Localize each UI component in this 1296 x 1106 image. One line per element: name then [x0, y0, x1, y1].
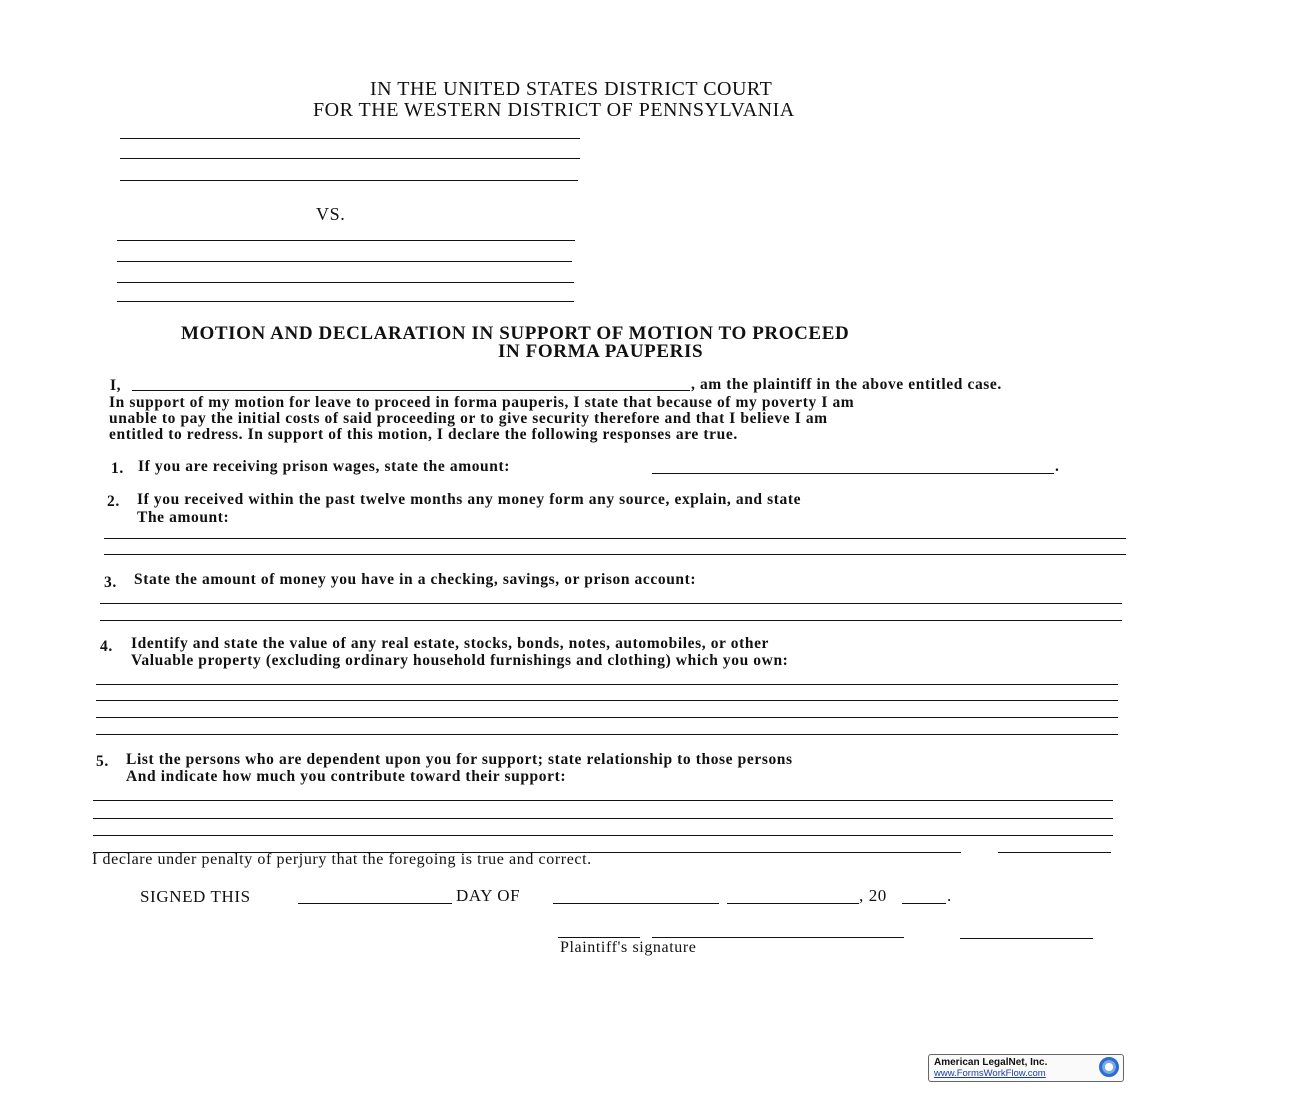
publisher-company: American LegalNet, Inc. [934, 1057, 1048, 1068]
court-name-line1: IN THE UNITED STATES DISTRICT COURT [370, 78, 773, 100]
year-prefix: , 20 [859, 886, 887, 905]
motion-title-line2: IN FORMA PAUPERIS [498, 341, 704, 362]
question-1-period: . [1055, 458, 1060, 475]
question-4-answer-line-4[interactable] [96, 734, 1118, 735]
question-2-answer-line-2[interactable] [104, 554, 1126, 555]
question-2-text-line2: The amount: [137, 509, 230, 526]
defendant-name-line-3[interactable] [117, 282, 574, 283]
question-4-answer-line-3[interactable] [96, 717, 1118, 718]
question-1-text: If you are receiving prison wages, state the amount: [138, 458, 511, 475]
defendant-name-line-1[interactable] [117, 240, 575, 241]
court-name-line2: FOR THE WESTERN DISTRICT OF PENNSYLVANIA [313, 99, 795, 121]
signed-month-field-2[interactable] [727, 903, 859, 904]
plaintiff-name-line-2[interactable] [120, 158, 580, 159]
signature-line-3[interactable] [960, 938, 1093, 939]
intro-line3: unable to pay the initial costs of said proceeding or to give security therefore and that I believe I am [109, 410, 828, 427]
question-5-number: 5. [96, 753, 109, 770]
question-1-answer-field[interactable] [652, 473, 1054, 474]
question-4-text-line1: Identify and state the value of any real estate, stocks, bonds, notes, automobiles, or other [131, 635, 770, 652]
question-3-answer-line-1[interactable] [100, 603, 1122, 604]
question-5-text-line1: List the persons who are dependent upon you for support; state relationship to those persons [126, 751, 793, 768]
defendant-name-line-4[interactable] [117, 301, 574, 302]
question-4-answer-line-1[interactable] [96, 684, 1118, 685]
day-of-label: DAY OF [456, 886, 521, 905]
signed-this-label: SIGNED THIS [140, 887, 251, 906]
question-5-answer-line-4b[interactable] [998, 852, 1111, 853]
question-5-text-line2: And indicate how much you contribute toward their support: [126, 768, 567, 785]
signed-month-field[interactable] [553, 903, 719, 904]
intro-line1-tail: , am the plaintiff in the above entitled case. [691, 376, 1002, 393]
declaration-text: I declare under penalty of perjury that the foregoing is true and correct. [92, 851, 592, 868]
question-4-text-line2: Valuable property (excluding ordinary household furnishings and clothing) which you own: [131, 652, 789, 669]
question-2-answer-line-1[interactable] [104, 538, 1126, 539]
plaintiff-name-field[interactable] [132, 390, 690, 391]
question-3-answer-line-2[interactable] [100, 620, 1122, 621]
question-4-number: 4. [100, 638, 113, 655]
plaintiff-signature-label: Plaintiff's signature [560, 939, 697, 956]
signature-line-1[interactable] [558, 937, 640, 938]
motion-title-line1: MOTION AND DECLARATION IN SUPPORT OF MOTION TO PROCEED [181, 323, 850, 344]
intro-line4: entitled to redress. In support of this motion, I declare the following responses are true. [109, 426, 738, 443]
question-5-answer-line-1[interactable] [93, 800, 1113, 801]
question-4-answer-line-2[interactable] [96, 700, 1118, 701]
defendant-name-line-2[interactable] [117, 261, 572, 262]
plaintiff-name-line-3[interactable] [120, 180, 578, 181]
year-period: . [947, 886, 952, 905]
intro-lead: I, [110, 377, 122, 394]
signed-day-field[interactable] [298, 903, 452, 904]
question-5-answer-line-2[interactable] [93, 818, 1113, 819]
question-2-number: 2. [107, 493, 120, 510]
versus-label: VS. [316, 204, 346, 224]
question-5-answer-line-3[interactable] [93, 835, 1113, 836]
signed-year-field[interactable] [902, 903, 946, 904]
globe-logo-icon [1099, 1057, 1119, 1077]
plaintiff-name-line-1[interactable] [120, 138, 580, 139]
question-1-number: 1. [111, 460, 124, 477]
signature-line-2[interactable] [652, 937, 904, 938]
question-2-text-line1: If you received within the past twelve months any money form any source, explain, and state [137, 491, 802, 508]
question-3-text: State the amount of money you have in a checking, savings, or prison account: [134, 571, 697, 588]
intro-line2: In support of my motion for leave to proceed in forma pauperis, I state that because of my poverty I am [109, 394, 855, 411]
publisher-footer [928, 1054, 1124, 1082]
question-3-number: 3. [104, 574, 117, 591]
publisher-url[interactable]: www.FormsWorkFlow.com [934, 1068, 1046, 1079]
